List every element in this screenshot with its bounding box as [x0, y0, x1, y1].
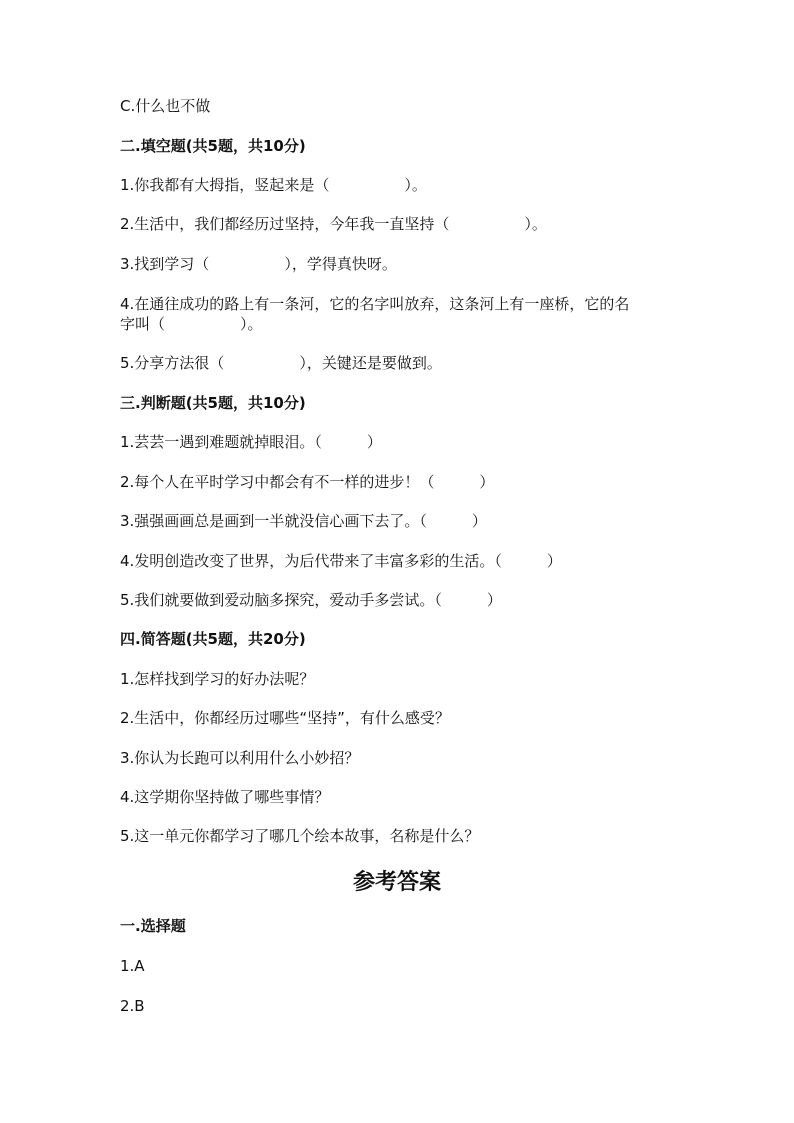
true-false-question-4: 4.发明创造改变了世界，为后代带来了丰富多彩的生活。（ ） — [120, 552, 562, 570]
fill-blank-question-2: 2.生活中，我们都经历过坚持，今年我一直坚持（ ）。 — [120, 215, 547, 233]
fill-blank-question-4-line-2: 字叫（ ）。 — [120, 315, 263, 333]
answer-2: 2.B — [120, 997, 145, 1015]
true-false-question-2: 2.每个人在平时学习中都会有不一样的进步！（ ） — [120, 473, 495, 491]
short-answer-question-4: 4.这学期你坚持做了哪些事情？ — [120, 788, 330, 806]
true-false-question-3: 3.强强画画总是画到一半就没信心画下去了。（ ） — [120, 512, 487, 530]
true-false-question-1: 1.芸芸一遇到难题就掉眼泪。（ ） — [120, 433, 382, 451]
fill-blank-section-heading: 二.填空题(共5题，共10分) — [120, 137, 306, 155]
true-false-question-5: 5.我们就要做到爱动脑多探究，爱动手多尝试。（ ） — [120, 591, 502, 609]
short-answer-question-1: 1.怎样找到学习的好办法呢？ — [120, 670, 315, 688]
fill-blank-question-5: 5.分享方法很（ ），关键还是要做到。 — [120, 354, 442, 372]
fill-blank-question-4-line-1: 4.在通往成功的路上有一条河，它的名字叫放弃，这条河上有一座桥，它的名 — [120, 295, 630, 313]
short-answer-section-heading: 四.简答题(共5题，共20分) — [120, 630, 306, 648]
answer-choice-section-heading: 一.选择题 — [120, 917, 186, 935]
fill-blank-question-1: 1.你我都有大拇指，竖起来是（ ）。 — [120, 176, 427, 194]
short-answer-question-2: 2.生活中，你都经历过哪些“坚持”，有什么感受？ — [120, 709, 450, 727]
choice-option-c: C.什么也不做 — [120, 97, 211, 115]
short-answer-question-5: 5.这一单元你都学习了哪几个绘本故事，名称是什么？ — [120, 827, 480, 845]
answer-1: 1.A — [120, 957, 145, 975]
answer-key-title: 参考答案 — [352, 869, 441, 895]
short-answer-question-3: 3.你认为长跑可以利用什么小妙招？ — [120, 749, 360, 767]
true-false-section-heading: 三.判断题(共5题，共10分) — [120, 394, 306, 412]
fill-blank-question-3: 3.找到学习（ ），学得真快呀。 — [120, 255, 397, 273]
